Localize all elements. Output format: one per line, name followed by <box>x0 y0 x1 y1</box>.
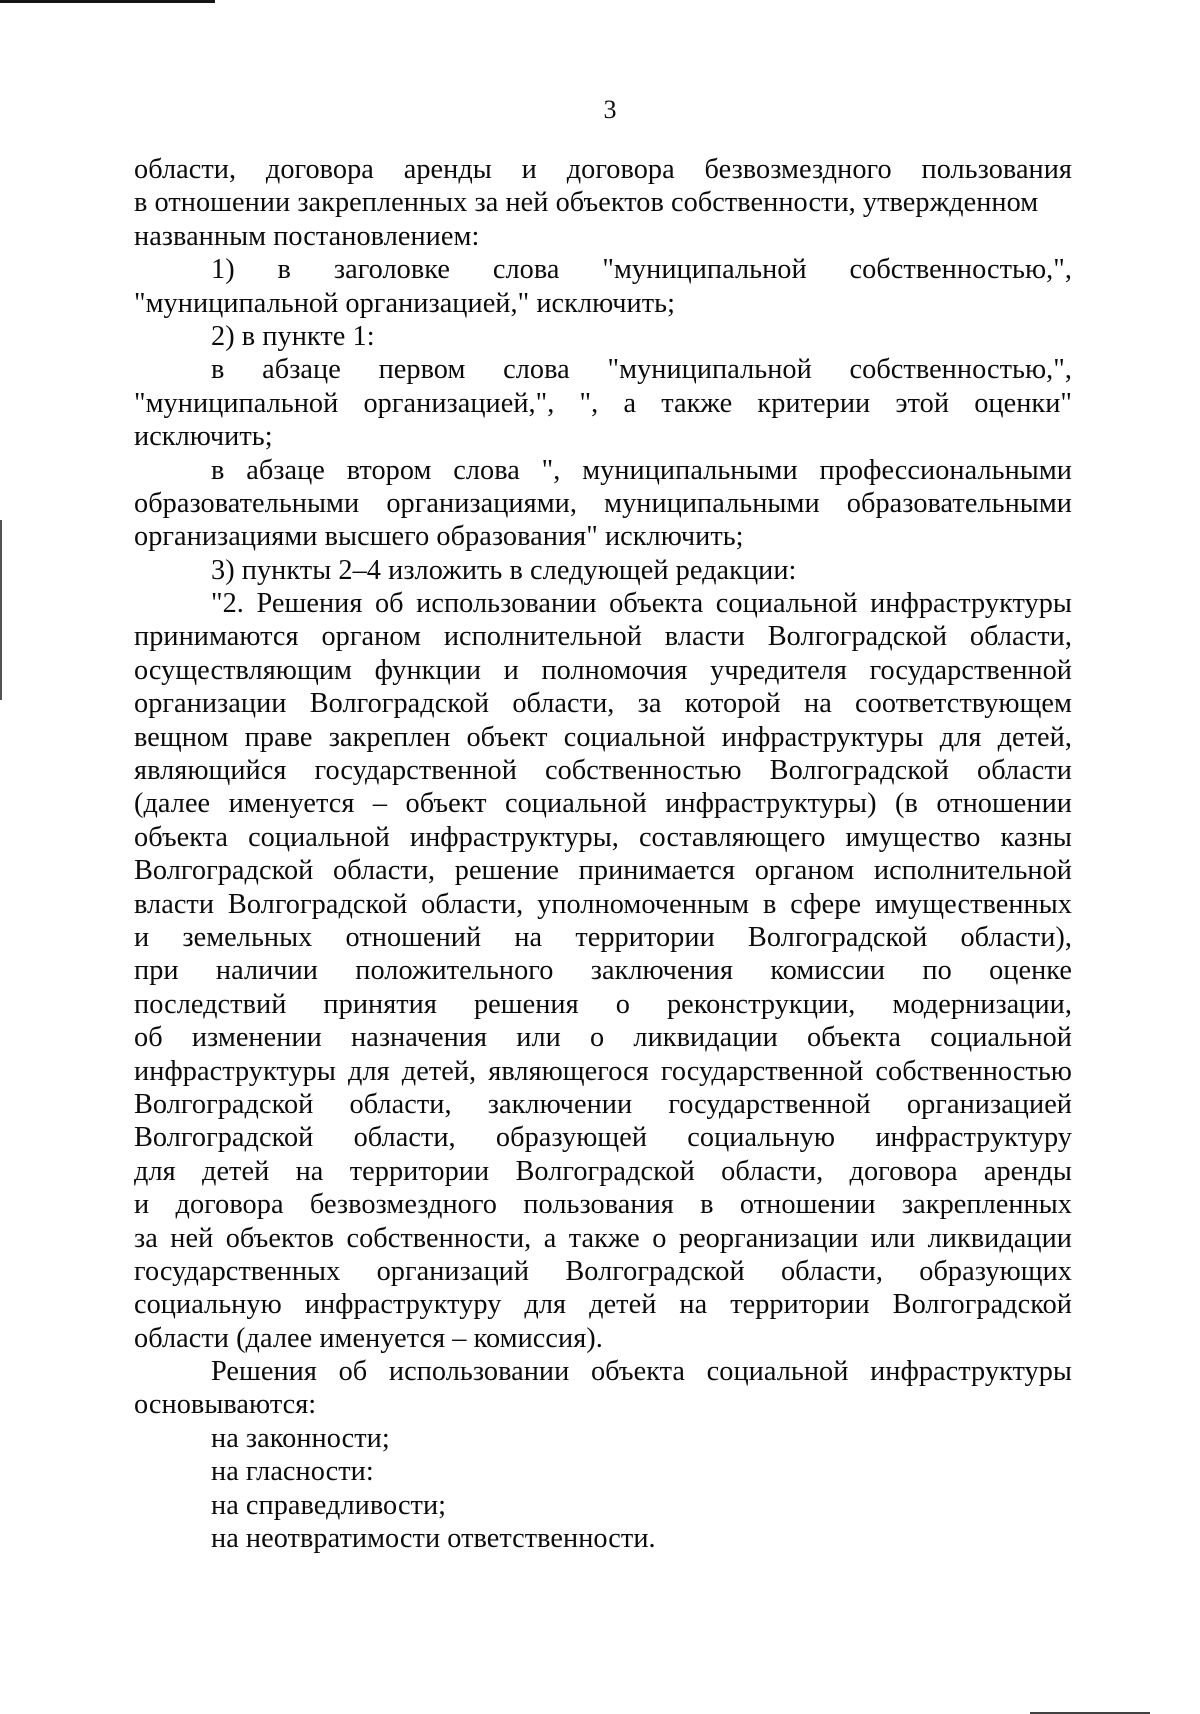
scan-edge-mark <box>0 0 215 3</box>
text-line: (далее именуется – объект социальной инфраструктуры) (в отношении <box>134 788 1072 820</box>
text-line: Решения об использовании объекта социальной инфраструктуры <box>211 1356 1072 1388</box>
text-line: для детей на территории Волгоградской области, договора аренды <box>134 1155 1072 1187</box>
text-line: названным постановлением: <box>134 220 480 252</box>
text-line: на неотвратимости ответственности. <box>211 1523 656 1555</box>
text-line: объекта социальной инфраструктуры, составляющего имущество казны <box>134 821 1072 853</box>
text-line: "2. Решения об использовании объекта социальной инфраструктуры <box>211 588 1072 620</box>
text-line: Волгоградской области, решение принимается органом исполнительной <box>134 855 1072 887</box>
page-number: 3 <box>603 95 617 124</box>
scan-edge-mark <box>0 520 2 700</box>
text-line: последствий принятия решения о реконструкции, модернизации, <box>134 988 1072 1020</box>
text-line: 3) пункты 2–4 изложить в следующей редакции: <box>211 554 797 586</box>
text-line: на законности; <box>211 1422 390 1454</box>
text-line: и договора безвозмездного пользования в отношении закрепленных <box>134 1189 1072 1221</box>
text-line: в абзаце первом слова "муниципальной собственностью,", <box>211 354 1072 386</box>
text-line: на справедливости; <box>211 1489 447 1521</box>
text-line: социальную инфраструктуру для детей на территории Волгоградской <box>134 1289 1072 1321</box>
text-line: осуществляющим функции и полномочия учредителя государственной <box>134 654 1072 686</box>
text-line: области (далее именуется – комиссия). <box>134 1322 603 1354</box>
text-line: в абзаце втором слова ", муниципальными профессиональными <box>211 454 1072 486</box>
text-line: 2) в пункте 1: <box>211 320 375 352</box>
text-line: об изменении назначения или о ликвидации объекта социальной <box>134 1022 1072 1054</box>
text-line: являющийся государственной собственностью Волгоградской области <box>134 755 1072 787</box>
text-line: за ней объектов собственности, а также о реорганизации или ликвидации <box>134 1222 1072 1254</box>
text-line: при наличии положительного заключения комиссии по оценке <box>134 955 1072 987</box>
text-line: инфраструктуры для детей, являющегося государственной собственностью <box>134 1055 1072 1087</box>
text-line: Волгоградской области, образующей социальную инфраструктуру <box>134 1122 1072 1154</box>
text-line: области, договора аренды и договора безвозмездного пользования <box>134 154 1072 185</box>
text-line: основываются: <box>134 1389 317 1421</box>
text-line: организации Волгоградской области, за которой на соответствующем <box>134 688 1072 720</box>
text-line: вещном праве закреплен объект социальной инфраструктуры для детей, <box>134 721 1072 753</box>
text-line: исключить; <box>134 421 273 453</box>
text-line: на гласности: <box>211 1456 374 1488</box>
text-line: в отношении закрепленных за ней объектов собственности, утвержденном <box>134 187 1039 219</box>
text-line: организациями высшего образования" исключить; <box>134 521 744 553</box>
text-line: принимаются органом исполнительной власти Волгоградской области, <box>134 621 1072 653</box>
text-line: "муниципальной организацией,", ", а также критерии этой оценки" <box>134 387 1072 419</box>
text-line: власти Волгоградской области, уполномоченным в сфере имущественных <box>134 888 1072 920</box>
text-line: образовательными организациями, муниципальными образовательными <box>134 487 1072 519</box>
text-line: 1) в заголовке слова "муниципальной собственностью,", <box>211 254 1072 286</box>
text-line: Волгоградской области, заключении государственной организацией <box>134 1088 1072 1120</box>
text-line: и земельных отношений на территории Волгоградской области), <box>134 921 1072 953</box>
text-line: государственных организаций Волгоградской области, образующих <box>134 1255 1072 1287</box>
document-body <box>134 153 1072 1555</box>
text-line: "муниципальной организацией," исключить; <box>134 287 675 319</box>
